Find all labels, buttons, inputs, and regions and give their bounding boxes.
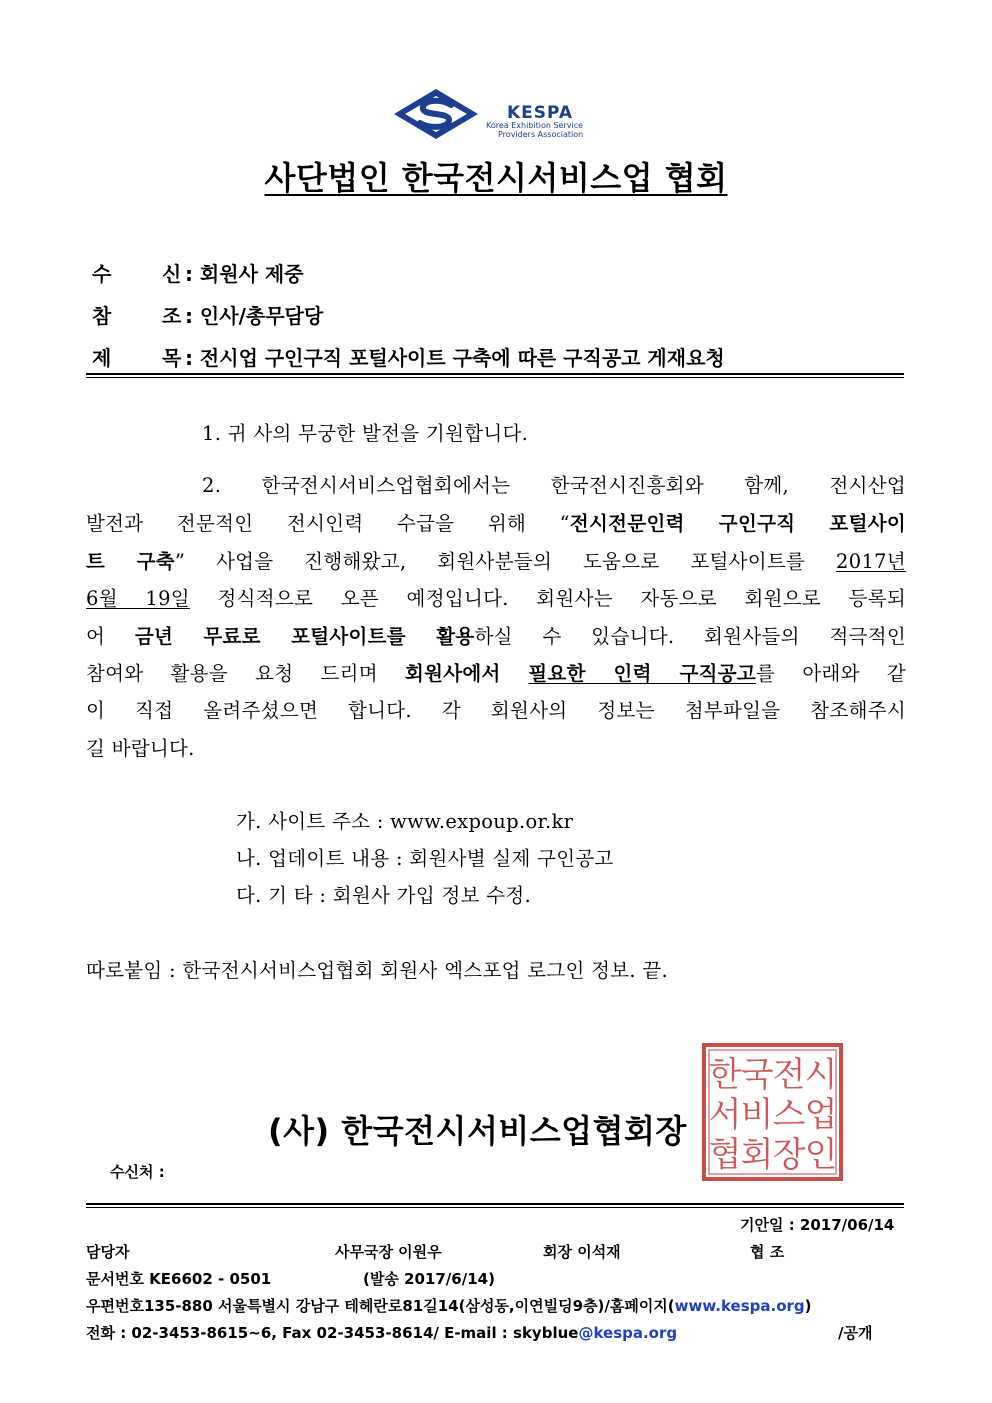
homepage-link[interactable]: www.kespa.org <box>674 1297 805 1315</box>
contact-line <box>86 1322 677 1343</box>
subject-row <box>92 342 725 371</box>
footer-divider-thick <box>86 1203 904 1205</box>
seal-character: 서 <box>708 1095 742 1135</box>
kespa-logo-emblem <box>393 88 479 140</box>
reference-key-1: 참 <box>92 304 112 328</box>
logo-name: KESPA <box>507 103 574 123</box>
logo-subtitle-line2: Providers Association <box>498 130 584 139</box>
seal-character: 인 <box>804 1135 838 1175</box>
footer-divider-thin <box>86 1207 904 1208</box>
reference-row <box>92 300 323 329</box>
paragraph-1: 1. 귀 사의 무궁한 발전을 기원합니다. <box>202 422 529 445</box>
seal-character: 시 <box>804 1055 838 1095</box>
person-in-charge-label: 담당자 <box>86 1243 130 1261</box>
reference-value: : 인사/총무담당 <box>184 304 324 328</box>
seal-character: 장 <box>772 1135 806 1175</box>
item-site-address: 가. 사이트 주소 : www.expoup.or.kr <box>236 810 574 833</box>
official-seal-stamp <box>701 1042 844 1182</box>
subject-value: : 전시업 구인구직 포털사이트 구축에 따른 구직공고 게재요청 <box>184 346 725 370</box>
organization-title <box>0 153 992 199</box>
logo-subtitle <box>486 121 616 139</box>
header-divider-thick <box>86 373 904 375</box>
item-other: 다. 기 타 : 회원사 가입 정보 수정. <box>236 884 532 907</box>
header-divider-thin <box>86 377 904 378</box>
issued-date: (발송 2017/6/14) <box>363 1270 495 1288</box>
seal-character: 비 <box>740 1095 774 1135</box>
recipient-row <box>92 258 304 287</box>
address-text: 우편번호135-880 서울특별시 강남구 테헤란로81길14(삼성동,이연빌딩9층)/홈페이지( <box>86 1297 675 1315</box>
p2l4-date: 6월 19일 <box>86 587 190 610</box>
paragraph-2-line-2 <box>86 508 906 536</box>
seal-character: 회 <box>740 1135 774 1175</box>
p2l6-text-b: 를 아래와 같 <box>756 662 906 685</box>
seal-character: 협 <box>708 1135 742 1175</box>
seal-character: 스 <box>772 1095 806 1135</box>
logo-subtitle-line1: Korea Exhibition Service <box>486 121 584 130</box>
p2l2-text: 발전과 전문적인 전시인력 수급을 위해 “ <box>86 512 570 535</box>
seal-character: 국 <box>740 1055 774 1095</box>
p2l6-text-a: 참여와 활용을 요청 드리며 <box>86 662 405 685</box>
reference-key-2: 조 <box>162 304 182 328</box>
recipients-label: 수신처 : <box>110 1163 165 1181</box>
recipient-key-2: 신 <box>162 262 182 286</box>
p2l3-text: ” 사업을 진행해왔고, 회원사분들의 도움으로 포털사이트를 <box>174 550 837 573</box>
paragraph-2-line-7: 이 직접 올려주셨으면 합니다. 각 회원사의 정보는 첨부파일을 참조해주시 <box>86 699 906 722</box>
organization-title-text: 사단법인 한국전시서비스업 협회 <box>264 159 728 197</box>
email-domain-link[interactable]: @kespa.org <box>578 1324 678 1342</box>
contact-text: 전화 : 02-3453-8615~6, Fax 02-3453-8614/ E-mail : skyblue <box>86 1324 579 1342</box>
p2l5-bold: 금년 무료로 포털사이트를 활용 <box>134 625 475 648</box>
p2l4-text: 정식적으로 오픈 예정입니다. 회원사는 자동으로 회원으로 등록되 <box>189 587 906 610</box>
sender-title: (사) 한국전시서비스업협회장 <box>268 1112 687 1150</box>
cooperation-label: 협 조 <box>750 1243 785 1261</box>
secretary-general: 사무국장 이원우 <box>335 1243 442 1261</box>
recipient-key-1: 수 <box>92 262 112 286</box>
p2l5-text-a: 어 <box>86 625 135 648</box>
seal-character: 전 <box>772 1055 806 1095</box>
disclosure-status: /공개 <box>838 1324 873 1342</box>
paragraph-2-line-5 <box>86 621 906 649</box>
recipient-value: : 회원사 제중 <box>184 262 304 286</box>
paragraph-2-line-1: 2. 한국전시서비스업협회에서는 한국전시진흥회와 함께, 전시산업 <box>202 474 906 497</box>
p2l6-bold: 회원사에서 <box>405 662 529 685</box>
p2l6-bold-underlined: 필요한 인력 구직공고 <box>528 662 757 685</box>
draft-date: 기안일 : 2017/06/14 <box>740 1216 895 1234</box>
item-update-content: 나. 업데이트 내용 : 회원사별 실제 구인공고 <box>236 847 614 870</box>
paragraph-2-line-3 <box>86 546 906 574</box>
president: 회장 이석재 <box>543 1243 621 1261</box>
paragraph-2-line-8: 길 바랍니다. <box>86 737 195 760</box>
p2l3-date: 2017년 <box>836 550 907 573</box>
subject-key-2: 목 <box>162 346 182 370</box>
subject-key-1: 제 <box>92 346 112 370</box>
p2l5-text-b: 하실 수 있습니다. 회원사들의 적극적인 <box>474 625 906 648</box>
p2l2-bold: 전시전문인력 구인구직 포털사이 <box>569 512 906 535</box>
paragraph-2-line-6 <box>86 658 906 686</box>
address-line <box>86 1295 812 1316</box>
paragraph-2-line-4 <box>86 583 906 611</box>
attachment-note: 따로붙임 : 한국전시서비스업협회 회원사 엑스포업 로그인 정보. 끝. <box>86 959 669 982</box>
document-number: 문서번호 KE6602 - 0501 <box>86 1270 272 1288</box>
seal-character: 한 <box>708 1055 742 1095</box>
p2l3-bold: 트 구축 <box>86 550 175 573</box>
address-close: ) <box>804 1297 812 1315</box>
seal-character: 업 <box>804 1095 838 1135</box>
